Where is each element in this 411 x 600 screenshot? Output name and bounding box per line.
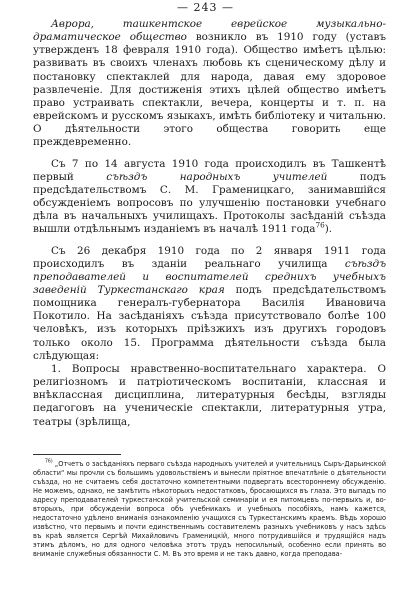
paragraph-educators-congress: Съ 26 декабря 1910 года по 2 января 1911 года происходилъ въ зданіи реальнаго училища съѣздъ преподавателей и воспитателей среднихъ учебныхъ заведеній Туркестанскаго края подъ предсѣдательствомъ помощника генералъ-губернатора Василія Ивановича Покотило. На засѣданіяхъ съѣзда присутствовало болѣе 100 человѣкъ, изъ которыхъ пріѣзжихъ изъ другихъ городовъ только около 15. Программа дѣятельности съѣзда была слѣдующая:: [33, 244, 386, 362]
page-number: — 243 —: [177, 1, 234, 14]
footnote-reference: 76: [315, 220, 325, 230]
paragraph-teachers-congress: Съ 7 по 14 августа 1910 года происходилъ въ Ташкентѣ первый съѣздъ народныхъ учителей подъ предсѣдательствомъ С. М. Граменицкаго, занимавшійся обсужденіемъ вопросовъ по улучшенію постановки учебнаго дѣла въ начальныхъ училищахъ. Протоколы засѣданій съѣзда вышли отдѣльнымъ изданіемъ въ началѣ 1911 года$^{76}$).: [33, 157, 386, 236]
paragraph-aurora: Аврора, ташкентское еврейское музыкально-драматическое общество возникло въ 1910 году (уставъ утвержденъ 18 февраля 1910 года). Общество имѣетъ цѣлью: развивать въ своихъ членахъ любовь къ сценическому дѣлу и постановку спектаклей для народа, давая ему здоровое развлеченіе. Для достиженія этихъ цѣлей общество имѣетъ право устраивать спектакли, вечера, концерты и т. п. на еврейскомъ и русскомъ языкахъ, имѣть библіотеку и читальню. О дѣятельности этого общества говорить еще преждевременно.: [33, 18, 386, 149]
society-name: Аврора, ташкентское еврейское музыкально-драматическое общество: [33, 18, 386, 44]
footnote-divider: [33, 454, 121, 455]
congress-name: съѣздъ преподавателей и воспитателей среднихъ учебныхъ заведеній Туркестанскаго края: [33, 257, 386, 296]
main-text: [33, 18, 386, 429]
footnote-marker: 76): [45, 458, 53, 465]
footnote-text: „Отчетъ о засѣданіяхъ перваго съѣзда народныхъ учителей и учительницъ Сыръ-Дарьинской области“ мы прочли съ большимъ удовольствіемъ и вынесли пріятное впечатлѣніе о дѣятельности съѣзда, но не считаемъ себя достаточно компетентными подвергать всестороннему обсужденію. Не можемъ, однако, не замѣтить нѣкоторыхъ недостатковъ, бросающихся въ глаза. Это выпадъ по адресу преподавателей туркестанской учительской семинаріи и ея питомцевъ по-первыхъ и, во-вторыхъ, при обсужденіи вопроса объ учебникахъ и учебныхъ пособіяхъ, намъ кажется, недостаточно удѣлено вниманія ознакомленію учащихся съ Туркестанскимъ краемъ. Вѣдь хорошо извѣстно, что первымъ и почти единственнымъ составителемъ разныхъ учебниковъ у насъ здѣсь въ краѣ является Сергѣй Михайловичъ Граменицкій, много потрудившійся и трудящійся надъ этимъ дѣломъ, но для одного человѣка этотъ трудъ непосильный, особенно если принять во вниманіе служебныя обязанности С. М. Въ это время и не такъ давно, когда преподава-: [33, 459, 386, 559]
congress-name: съѣздъ народныхъ учителей: [106, 170, 328, 183]
footnote: [33, 459, 386, 559]
program-item-1: 1. Вопросы нравственно-воспитательнаго характера. О религіозномъ и патріотическомъ воспитаніи, классная и внѣклассная дисциплина, литературныя бесѣды, взгляды педагоговъ на ученическіе спектакли, литературныя утра, театры (зрѣлища,: [33, 362, 386, 428]
